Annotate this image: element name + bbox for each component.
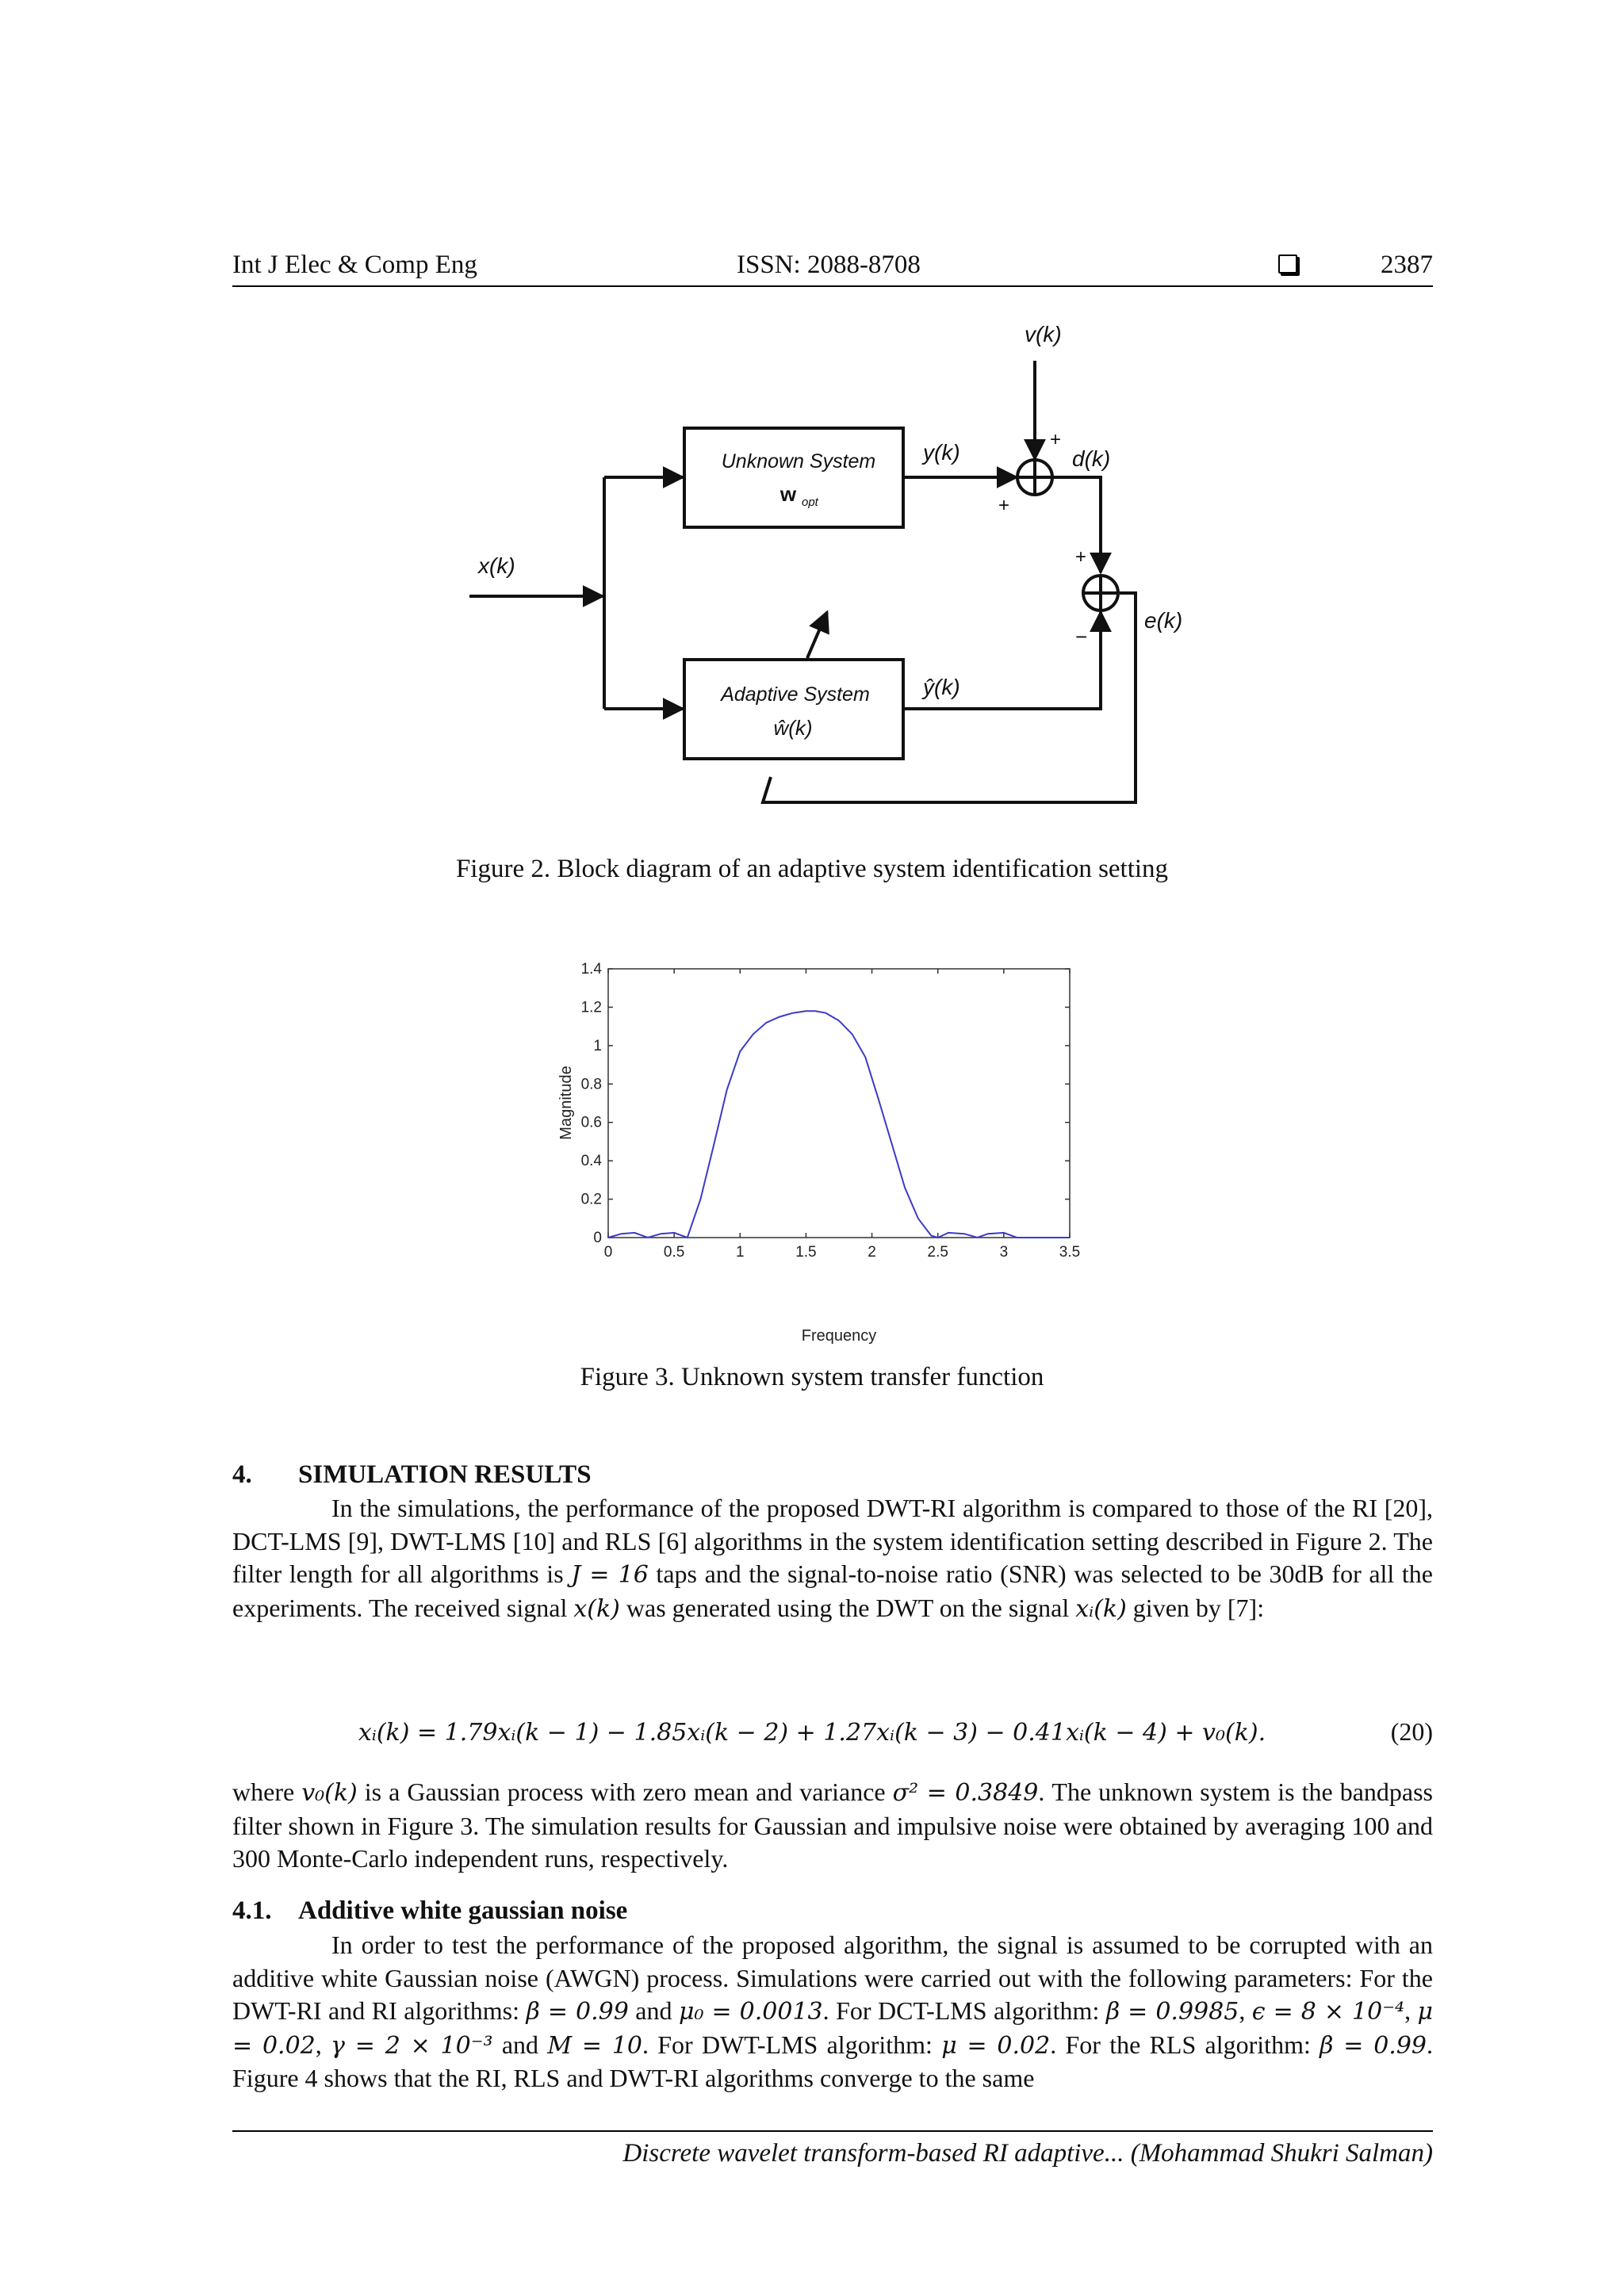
p2-text-2: is a Gaussian process with zero mean and variance [357,1777,893,1806]
journal-name: Int J Elec & Comp Eng [232,251,477,279]
adaptive-system-box [684,660,903,759]
p1-math-signal: xᵢ(k) [1075,1594,1127,1623]
output-label: y(k) [923,440,960,465]
p3-text-1: In order to test the performance of the proposed algorithm, the signal is assumed to be corrupted with an additive white Gaussian noise (AWGN) process. Simulations were carried out with the following parameters: For the DWT-RI and RI algorithms: [232,1931,1433,2025]
page-number: 2387 [1381,251,1433,279]
x-tick-label: 1.5 [795,1244,817,1261]
p2-text-1: where [232,1777,302,1806]
p3-text-6: , [315,2030,331,2059]
sum1-plus-top: + [1050,429,1062,450]
x-tick-label: 0.5 [663,1244,685,1261]
y-tick-label: 0.6 [580,1114,602,1131]
square-icon [1278,251,1297,280]
y-axis-label: Magnitude [557,1066,575,1140]
p3-math-6: γ = 2 × 10⁻³ [331,2031,493,2060]
y-tick-label: 1.4 [580,961,602,978]
header-rule [232,285,1433,287]
p3-text-7: and [492,2030,548,2059]
block-diagram [444,313,1205,821]
unknown-system-weights-subscript: opt [802,496,818,509]
p3-math-3: β = 0.9985 [1105,1998,1239,2026]
x-axis-label: Frequency [801,1327,877,1345]
p1-math-received-signal: x(k) [573,1594,620,1623]
equation-number: (20) [1390,1717,1433,1746]
p3-text-3: . For DCT-LMS algorithm: [822,1996,1106,2025]
p1-text-1: In the simulations, the performance of the proposed DWT-RI algorithm is compared to those of the RI [20], DCT-LMS [9], DWT-LMS [10] and RLS [6] algorithms in the system identification setting described in Figure 2. The filter length for all algorithms is [232,1494,1433,1588]
plot-frame [608,969,1070,1238]
p3-text-9: . For the RLS algorithm: [1050,2030,1320,2059]
x-tick-label: 2.5 [927,1244,948,1261]
p3-text-8: . For DWT-LMS algorithm: [642,2030,942,2059]
p3-text-2: and [628,1996,679,2025]
awgn-paragraph [232,1929,1433,2095]
error-label: e(k) [1144,608,1183,633]
subsection-title: Additive white gaussian noise [298,1896,628,1925]
sum2-minus: − [1075,625,1088,649]
x-tick-label: 0 [603,1244,613,1261]
x-tick-label: 3.5 [1059,1244,1081,1261]
p3-text-5: , [1404,1996,1418,2025]
x-tick-label: 3 [999,1244,1009,1261]
p3-math-1: β = 0.99 [526,1998,629,2026]
sum1-plus-left: + [998,495,1010,516]
figure-3-caption: Figure 3. Unknown system transfer function [580,1363,1044,1391]
x-tick-label: 2 [868,1244,876,1261]
section-number: 4. [232,1460,252,1489]
p2-math-noise: v₀(k) [301,1779,358,1807]
p1-text-4: given by [7]: [1126,1593,1265,1622]
equation-20 [0,1717,1624,1747]
y-tick-label: 1.2 [580,999,602,1016]
p3-math-8: μ = 0.02 [941,2031,1051,2060]
noise-label: v(k) [1025,322,1062,346]
p3-math-7: M = 10 [547,2031,642,2060]
desired-label: d(k) [1072,446,1111,471]
p3-math-2: μ₀ = 0.0013 [678,1998,823,2026]
p3-text-4: , [1239,1996,1252,2025]
p3-math-4: ϵ = 8 × 10⁻⁴ [1251,1998,1405,2026]
footer-rule [232,2130,1433,2132]
unknown-system-box [684,428,903,527]
unknown-system-label: Unknown System [721,450,876,473]
magnitude-series-line [608,1011,1070,1238]
section-4-paragraph [232,1492,1433,1625]
transfer-function-chart [539,951,1094,1348]
p1-text-3: was generated using the DWT on the signal [619,1593,1076,1622]
adaptive-system-weights: ŵ(k) [773,716,813,740]
y-tick-label: 0.8 [580,1076,602,1093]
subsection-number: 4.1. [232,1896,272,1925]
y-tick-label: 0.4 [580,1153,602,1170]
p1-math-filter-length: J = 16 [571,1561,649,1589]
issn: ISSN: 2088-8708 [737,251,921,279]
adaptive-system-label: Adaptive System [721,683,870,706]
sum2-plus: + [1075,546,1087,568]
equation-body: xᵢ(k) = 1.79xᵢ(k − 1) − 1.85xᵢ(k − 2) + 1.27xᵢ(k − 3) − 0.41xᵢ(k − 4) + v₀(k). [358,1719,1266,1747]
p3-math-5: μ = 0.02 [232,1998,1434,2060]
y-tick-label: 0.2 [580,1191,602,1208]
y-tick-label: 1 [593,1037,602,1054]
p2-text-3: . The unknown system is the bandpass filter shown in Figure 3. The simulation results for Gaussian and impulsive noise were obtained by averaging 100 and 300 Monte-Carlo independent runs, respectively. [232,1777,1434,1873]
p3-text-10: . Figure 4 shows that the RI, RLS and DWT-RI algorithms converge to the same [232,2030,1434,2092]
p3-math-9: β = 0.99 [1320,2031,1427,2060]
unknown-system-weights: w [779,482,797,506]
running-footer: Discrete wavelet transform-based RI adaptive... (Mohammad Shukri Salman) [622,2139,1433,2168]
input-label: x(k) [478,553,515,578]
paragraph-after-equation [232,1776,1433,1876]
p2-math-variance: σ² = 0.3849 [892,1779,1039,1807]
figure-2-caption: Figure 2. Block diagram of an adaptive system identification setting [455,855,1169,883]
estimate-label: ŷ(k) [923,675,960,699]
p1-text-2: taps and the signal-to-noise ratio (SNR) was selected to be 30dB for all the experiments. The received signal [232,1559,1434,1622]
y-tick-label: 0 [593,1230,602,1246]
x-tick-label: 1 [735,1244,745,1261]
section-title: SIMULATION RESULTS [298,1460,592,1489]
